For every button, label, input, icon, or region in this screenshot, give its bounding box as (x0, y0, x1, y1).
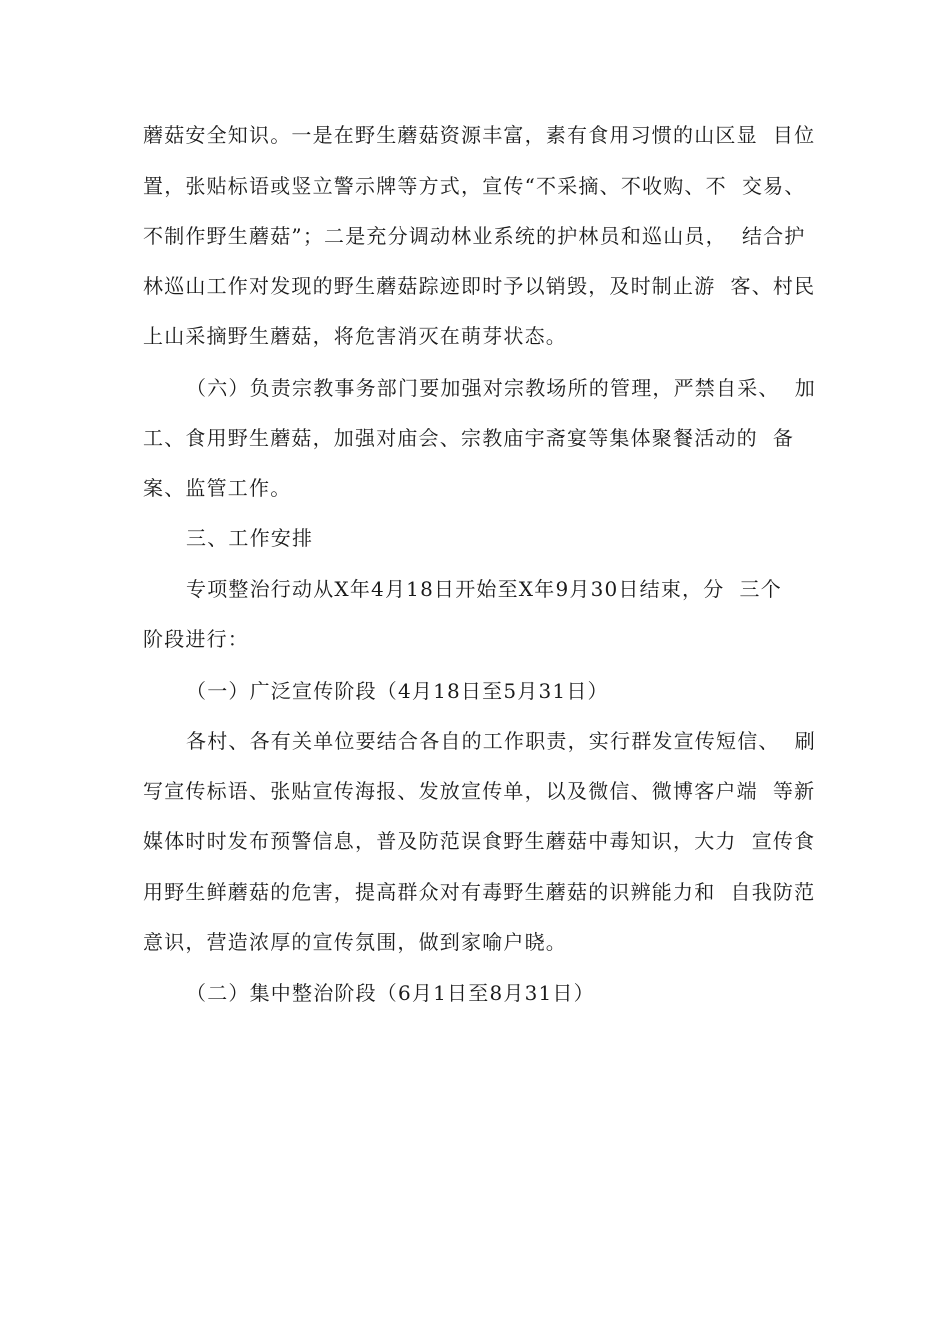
section-six-line-1: （六）负责宗教事务部门要加强对宗教场所的管理，严禁自采、 加 (186, 376, 816, 400)
phase-two-heading: （二）集中整治阶段（6月1日至8月31日） (186, 981, 595, 1005)
phase-one-line-5: 意识，营造浓厚的宣传氛围，做到家喻户晓。 (143, 930, 567, 954)
text-line-4: 林巡山工作对发现的野生蘑菇踪迹即时予以销毁，及时制止游 客、村民 (143, 274, 816, 298)
section-six-line-2: 工、食用野生蘑菇，加强对庙会、宗教庙宇斋宴等集体聚餐活动的 备 (143, 426, 795, 450)
section-heading-work-arrangement: 三、工作安排 (186, 526, 314, 550)
phase-one-heading: （一）广泛宣传阶段（4月18日至5月31日） (186, 679, 609, 703)
phase-one-line-1: 各村、各有关单位要结合各自的工作职责，实行群发宣传短信、 刷 (186, 729, 816, 753)
schedule-line-1: 专项整治行动从X年4月18日开始至X年9月30日结束，分 三个 (186, 577, 782, 601)
text-line-2: 置，张贴标语或竖立警示牌等方式，宣传“不采摘、不收购、不 交易、 (143, 174, 806, 198)
phase-one-line-4: 用野生鲜蘑菇的危害，提高群众对有毒野生蘑菇的识辨能力和 自我防范 (143, 880, 816, 904)
schedule-line-2: 阶段进行： (143, 627, 249, 651)
phase-one-line-2: 写宣传标语、张贴宣传海报、发放宣传单，以及微信、微博客户端 等新 (143, 779, 816, 803)
section-six-line-3: 案、监管工作。 (143, 476, 292, 500)
text-line-5: 上山采摘野生蘑菇，将危害消灭在萌芽状态。 (143, 324, 567, 348)
phase-one-line-3: 媒体时时发布预警信息，普及防范误食野生蘑菇中毒知识，大力 宣传食 (143, 829, 816, 853)
text-line-3: 不制作野生蘑菇”；二是充分调动林业系统的护林员和巡山员， 结合护 (143, 224, 806, 248)
text-line-1: 蘑菇安全知识。一是在野生蘑菇资源丰富，素有食用习惯的山区显 目位 (143, 123, 816, 147)
